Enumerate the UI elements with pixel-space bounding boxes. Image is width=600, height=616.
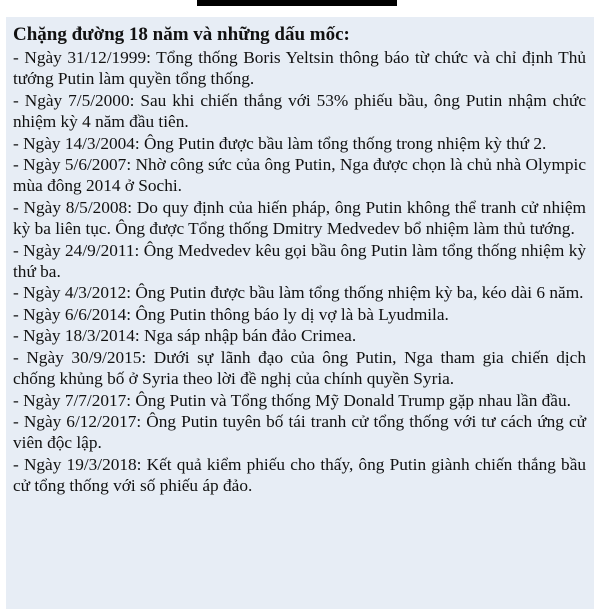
timeline-entry: - Ngày 7/5/2000: Sau khi chiến thắng với 53% phiếu bầu, ông Putin nhậm chức nhiệm kỳ 4 năm đầu tiên.	[13, 90, 586, 132]
timeline-box	[6, 17, 594, 609]
timeline-heading: Chặng đường 18 năm và những dấu mốc:	[13, 24, 350, 45]
timeline-entry: - Ngày 6/6/2014: Ông Putin thông báo ly dị vợ là bà Lyudmila.	[13, 304, 449, 324]
timeline-entry: - Ngày 7/7/2017: Ông Putin và Tổng thống Mỹ Donald Trump gặp nhau lần đầu.	[13, 390, 571, 410]
timeline-entry: - Ngày 14/3/2004: Ông Putin được bầu làm tổng thống trong nhiệm kỳ thứ 2.	[13, 133, 547, 153]
timeline-entry: - Ngày 8/5/2008: Do quy định của hiến pháp, ông Putin không thể tranh cử nhiệm kỳ ba liên tục. Ông được Tổng thống Dmitry Medvedev bổ nhiệm làm thủ tướng.	[13, 197, 586, 239]
timeline-entry: - Ngày 31/12/1999: Tổng thống Boris Yeltsin thông báo từ chức và chỉ định Thủ tướng Putin làm quyền tổng thống.	[13, 48, 586, 89]
timeline-entry: - Ngày 4/3/2012: Ông Putin được bầu làm tổng thống nhiệm kỳ ba, kéo dài 6 năm.	[13, 283, 584, 303]
timeline-entry: - Ngày 18/3/2014: Nga sáp nhập bán đảo Crimea.	[13, 326, 357, 346]
timeline-entry: - Ngày 6/12/2017: Ông Putin tuyên bố tái tranh cử tổng thống với tư cách ứng cử viên độc lập.	[13, 411, 586, 453]
timeline-entry: - Ngày 19/3/2018: Kết quả kiểm phiếu cho thấy, ông Putin giành chiến thắng bầu cử tổng thống với số phiếu áp đảo.	[13, 454, 586, 496]
timeline-entry: - Ngày 30/9/2015: Dưới sự lãnh đạo của ông Putin, Nga tham gia chiến dịch chống khủng bố ở Syria theo lời đề nghị của chính quyền Syria.	[13, 347, 586, 389]
timeline-entry: - Ngày 24/9/2011: Ông Medvedev kêu gọi bầu ông Putin làm tổng thống nhiệm kỳ thứ ba.	[13, 240, 586, 282]
timeline-entry: - Ngày 5/6/2007: Nhờ công sức của ông Putin, Nga được chọn là chủ nhà Olympic mùa đông 2014 ở Sochi.	[13, 155, 586, 196]
timeline-list	[13, 47, 586, 497]
top-divider-bar	[197, 0, 397, 6]
